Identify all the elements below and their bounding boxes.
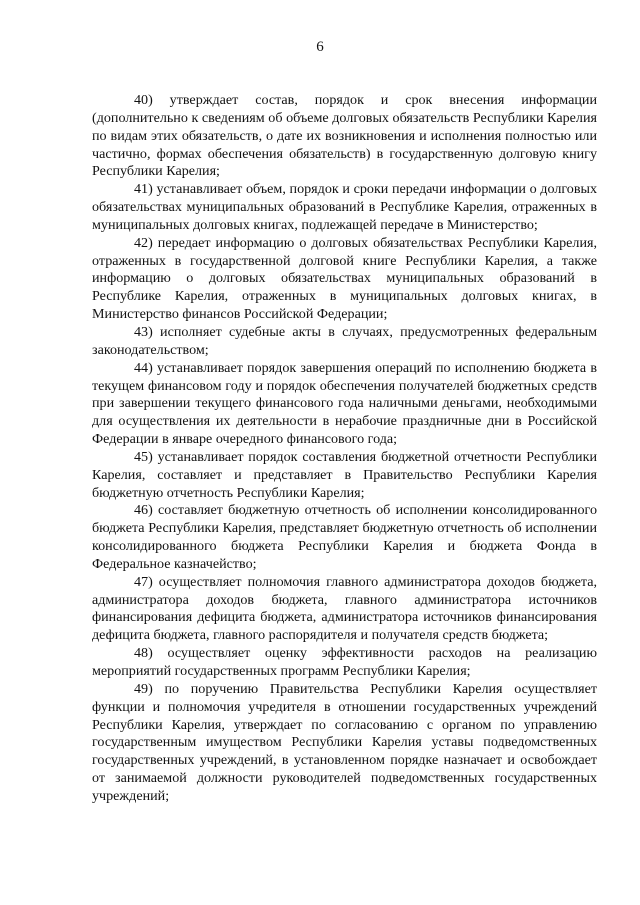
paragraph-item-47: 47) осуществляет полномочия главного администратора доходов бюджета, администратора доходов бюджета, главного администратора источников финансирования дефицита бюджета, администратора источников финансирования дефицита бюджета, главного распорядителя и получателя средств бюджета; [92,573,597,644]
paragraph-item-46: 46) составляет бюджетную отчетность об исполнении консолидированного бюджета Республики Карелия, представляет бюджетную отчетность об исполнении консолидированного бюджета Республики Карелия и бюджета Фонда в Федеральное казначейство; [92,502,597,572]
paragraph-item-48: 48) осуществляет оценку эффективности расходов на реализацию мероприятий государственных программ Республики Карелия; [92,645,597,679]
paragraph-item-41: 41) устанавливает объем, порядок и сроки передачи информации о долговых обязательствах муниципальных образований в Республике Карелия, отраженных в муниципальных долговых книгах, подлежащей передаче в Министерство; [92,181,597,233]
paragraph-item-42: 42) передает информацию о долговых обязательствах Республики Карелия, отраженных в государственной долговой книге Республики Карелия, а также информацию о долговых обязательствах муниципальных образований в Республике Карелия, отраженных в муниципальных долговых книгах, в Министерство финансов Российской Федерации; [92,234,597,323]
paragraph-item-40: 40) утверждает состав, порядок и срок внесения информации (дополнительно к сведениям об объеме долговых обязательств Республики Карелия по видам этих обязательств, о дате их возникновения и исполнения полностью или частично, формах обеспечения обязательств) в государственную долговую книгу Республики Карелия; [92,92,597,180]
paragraph-item-45: 45) устанавливает порядок составления бюджетной отчетности Республики Карелия, составляет и представляет в Правительство Республики Карелия бюджетную отчетность Республики Карелия; [92,448,597,501]
paragraph-item-44: 44) устанавливает порядок завершения операций по исполнению бюджета в текущем финансовом году и порядок обеспечения получателей бюджетных средств при завершении текущего финансового года наличными деньгами, необходимыми для осуществления их деятельности в нерабочие праздничные дни в Российской Федерации в январе очередного финансового года; [92,359,597,448]
document-body [92,92,597,806]
paragraph-item-49: 49) по поручению Правительства Республики Карелия осуществляет функции и полномочия учредителя в отношении государственных учреждений Республики Карелия, утверждает по согласованию с органом по управлению государственным имуществом Республики Карелия уставы подведомственных государственных учреждений, в установленном порядке назначает и освобождает от занимаемой должности руководителей подведомственных государственных учреждений; [92,680,597,804]
page-number: 6 [316,39,324,55]
paragraph-item-43: 43) исполняет судебные акты в случаях, предусмотренных федеральным законодательством; [92,323,597,358]
